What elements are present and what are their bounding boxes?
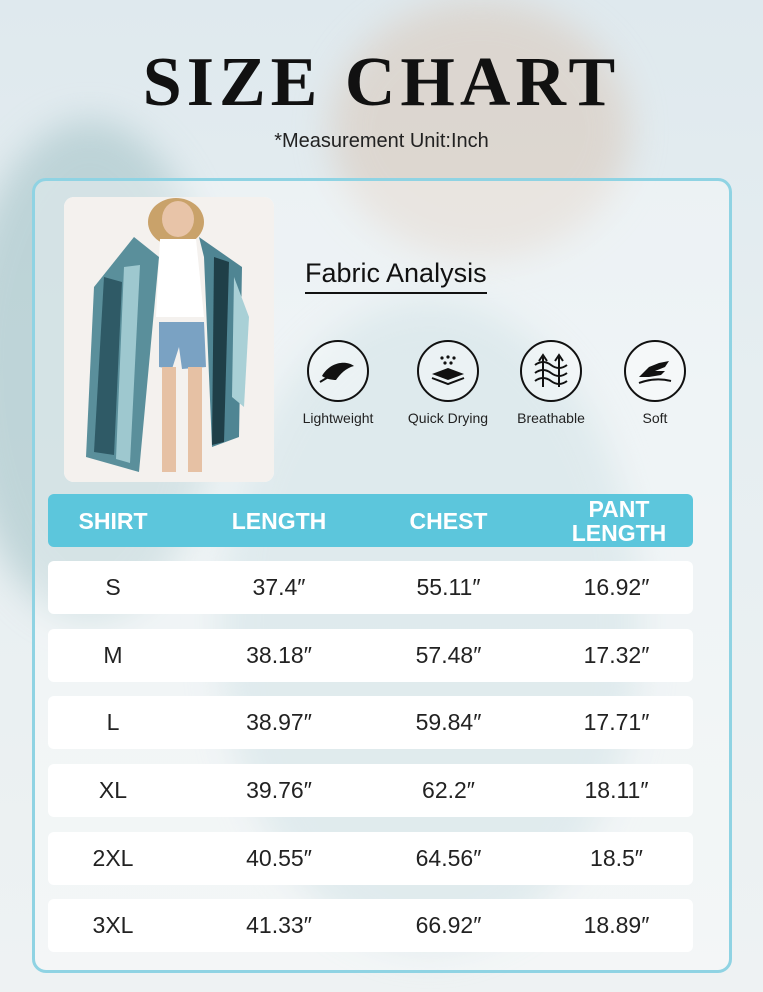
table-row: S 37.4″ 55.11″ 16.92″ (48, 561, 693, 614)
hand-soft-icon (624, 340, 686, 402)
measurement-unit: *Measurement Unit:Inch (274, 130, 489, 152)
breathable-icon (520, 340, 582, 402)
header-shirt: SHIRT (78, 507, 148, 534)
product-photo (64, 197, 274, 482)
feature-lightweight: Lightweight (288, 340, 388, 426)
table-row: L 38.97″ 59.84″ 17.71″ (48, 696, 693, 749)
header-chest: CHEST (409, 507, 488, 534)
table-row: 2XL 40.55″ 64.56″ 18.5″ (48, 832, 693, 885)
size-table-header (48, 494, 693, 547)
feature-quick-drying: Quick Drying (398, 340, 498, 426)
feature-breathable: Breathable (501, 340, 601, 426)
header-pant-length: PANT LENGTH (571, 495, 667, 546)
page-title: SIZE CHART (142, 44, 621, 121)
table-row: M 38.18″ 57.48″ 17.32″ (48, 629, 693, 682)
header-length: LENGTH (231, 507, 327, 534)
feature-soft: Soft (605, 340, 705, 426)
table-row: XL 39.76″ 62.2″ 18.11″ (48, 764, 693, 817)
quick-drying-icon (417, 340, 479, 402)
table-row: 3XL 41.33″ 66.92″ 18.89″ (48, 899, 693, 952)
fabric-analysis-heading: Fabric Analysis (305, 258, 487, 294)
feather-icon (307, 340, 369, 402)
